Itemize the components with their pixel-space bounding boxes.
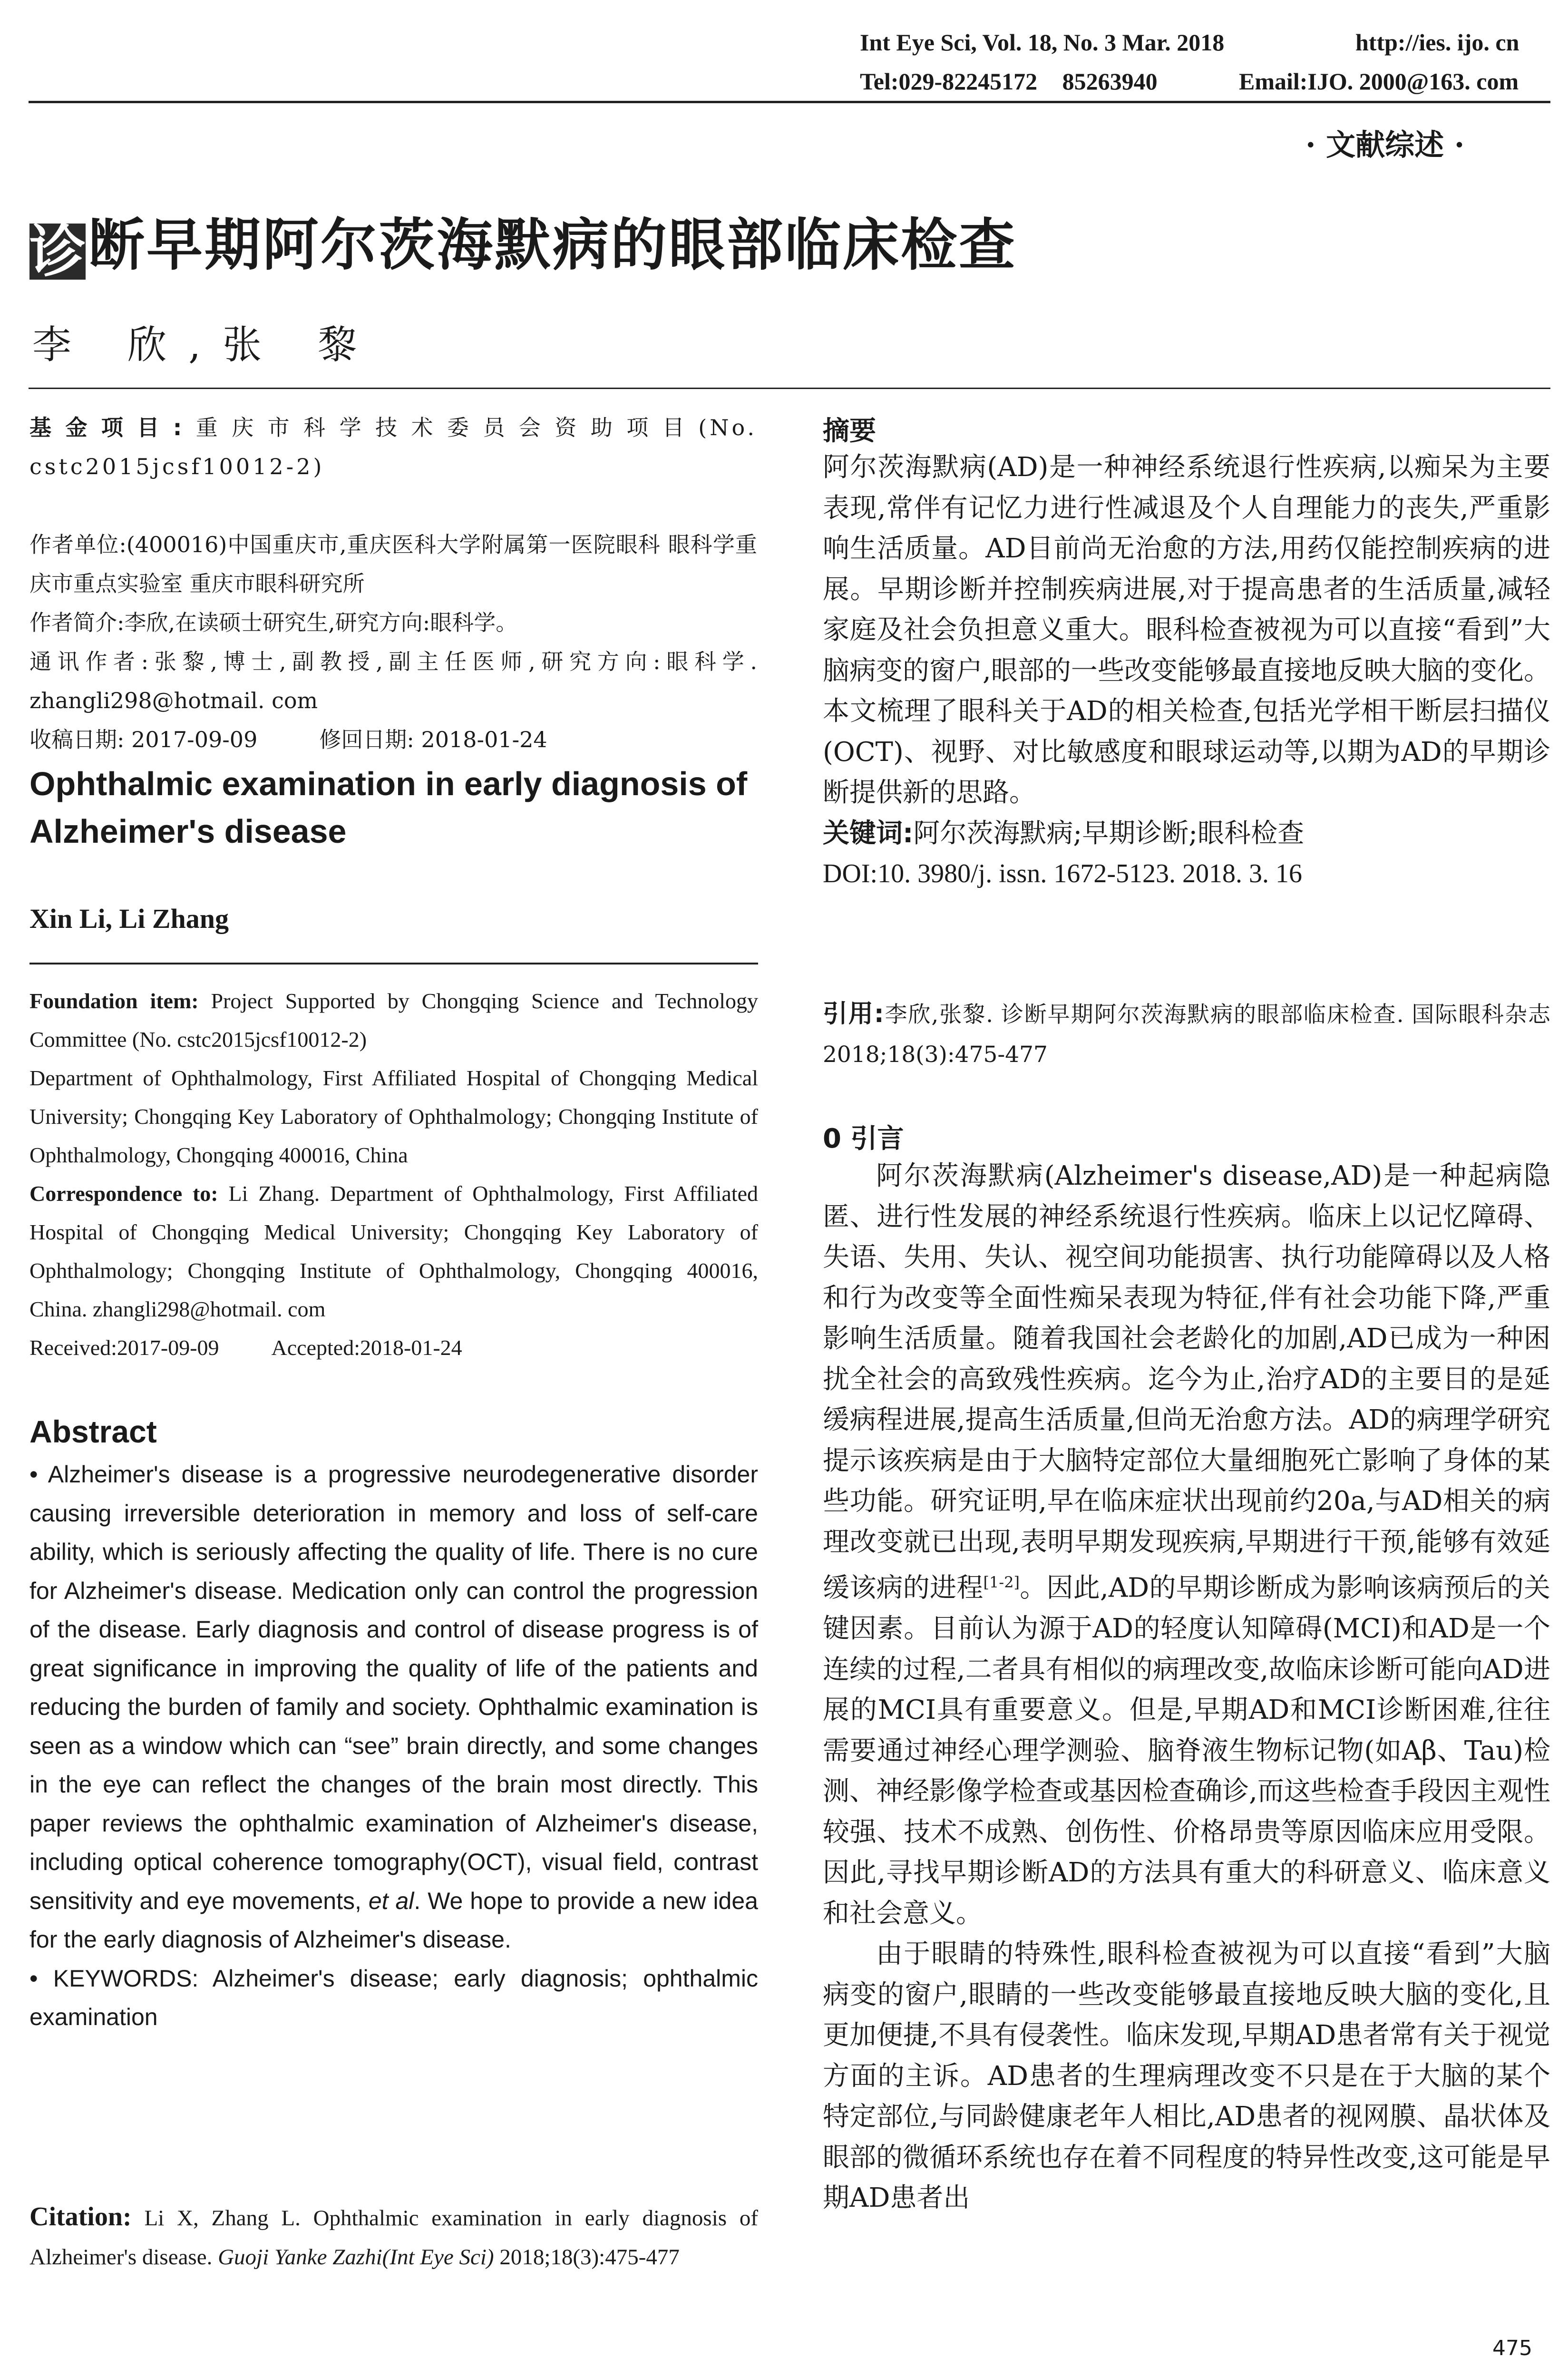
en-title: Ophthalmic examination in early diagnosis of Alzheimer's disease xyxy=(29,765,748,850)
en-authors: Xin Li, Li Zhang xyxy=(29,903,229,934)
foundation-text-cn: 重庆市科学技术委员会资助项目(No. cstc2015jcsf10012-2) xyxy=(29,415,757,479)
correspondence-cn: 通讯作者:张黎,博士,副教授,副主任医师,研究方向:眼科学. zhangli298@hotmail. com xyxy=(29,649,757,713)
keywords-en: • KEYWORDS: Alzheimer's disease; early diagnosis; ophthalmic examination xyxy=(29,1965,758,2030)
correspondence-text-en: Li Zhang. Department of Ophthalmology, First Affiliated Hospital of Chongqing Medical University; Chongqing Key Laboratory of Ophthalmology; Chongqing Institute of Ophthalmology, Chongqing 400016, China. zhangli298@hotmail. com xyxy=(29,1181,759,1321)
title-first-char: 诊 xyxy=(29,219,88,284)
intro-body xyxy=(823,1156,1550,2219)
citation-year-en: 2018;18(3):475-477 xyxy=(499,2245,680,2270)
journal-email: Email:IJO. 2000@163. com xyxy=(1239,68,1519,95)
abstract-text-en: • Alzheimer's disease is a progressive neurodegenerative disorder causing irreversible deterioration in memory and loss of self-care ability, which is seriously affecting the quality of life. There is no cure for Alzheimer's disease. Medication only can control the progression of the disease. Early diagnosis and control of disease progress is of great significance in improving the quality of life of the patients and reducing the burden of family and society. Ophthalmic examination is seen as a window which can “see” brain directly, and some changes in the eye can reflect the changes of the brain most directly. This paper reviews the ophthalmic examination of Alzheimer's disease, including optical coherence tomography(OCT), visual field, contrast sensitivity and eye movements, xyxy=(29,1461,758,1914)
authors-cn: 李 欣,张 黎 xyxy=(32,322,379,368)
abstract-heading-en: Abstract xyxy=(29,1414,157,1449)
keywords-cn: 阿尔茨海默病;早期诊断;眼科检查 xyxy=(913,818,1305,849)
intro-para1: 阿尔茨海默病(Alzheimer's disease,AD)是一种起病隐匿、进行性发展的神经系统退行性疾病。临床上以记忆障碍、失语、失用、失认、视空间功能损害、执行功能障碍以及人格和行为改变等全面性痴呆表现为特征,伴有社会功能下降,严重影响生活质量。随着我国社会老龄化的加剧,AD已成为一种困扰全社会的高致残性疾病。迄今为止,治疗AD的主要目的是延缓病程进展,提高生活质量,但尚无治愈方法。AD的病理学研究提示该疾病是由于大脑特定部位大量细胞死亡影响了身体的某些功能。研究证明,早在临床症状出现前约20a,与AD相关的病理改变就已出现,表明早期发现疾病,早期进行干预,能够有效延缓该病的进程 xyxy=(823,1160,1550,1604)
abstract-text-cn: 阿尔茨海默病(AD)是一种神经系统退行性疾病,以痴呆为主要表现,常伴有记忆力进行性减退及个人自理能力的丧失,严重影响生活质量。AD目前尚无治愈的方法,用药仅能控制疾病的进展。早期诊断并控制疾病进展,对于提高患者的生活质量,减轻家庭及社会负担意义重大。眼科检查被视为可以直接“看到”大脑病变的窗户,眼部的一些改变能够最直接地反映大脑的变化。本文梳理了眼科关于AD的相关检查,包括光学相干断层扫描仪(OCT)、视野、对比敏感度和眼球运动等,以期为AD的早期诊断提供新的思路。 xyxy=(823,452,1550,808)
abstract-heading-cn: 摘要 xyxy=(823,416,876,447)
received-en: Received:2017-09-09 xyxy=(29,1335,219,1360)
citation-text-cn: 李欣,张黎. 诊断早期阿尔茨海默病的眼部临床检查. 国际眼科杂志 2018;18(3):475-477 xyxy=(823,1002,1550,1068)
citation-journal-en: Guoji Yanke Zazhi(Int Eye Sci) xyxy=(218,2245,494,2270)
journal-url: http://ies. ijo. cn xyxy=(1355,29,1519,56)
page-title xyxy=(29,200,1017,284)
intro-heading: 0 引言 xyxy=(823,1123,904,1154)
page-number: 475 xyxy=(1492,2336,1532,2360)
abstract-body-cn xyxy=(823,447,1550,895)
citation-label-cn: 引用: xyxy=(823,1000,884,1028)
doi: DOI:10. 3980/j. issn. 1672-5123. 2018. 3. 16 xyxy=(823,859,1302,888)
title-rule xyxy=(29,388,1550,389)
journal-issue: Int Eye Sci, Vol. 18, No. 3 Mar. 2018 xyxy=(860,29,1225,56)
en-authors-rule xyxy=(29,963,758,964)
citation-label-en: Citation: xyxy=(29,2202,132,2231)
citation-en xyxy=(29,2197,758,2277)
foundation-text-en: Project Supported by Chongqing Science and Technology Committee (No. cstc2015jcsf10012-2) xyxy=(29,989,759,1052)
department-en: Department of Ophthalmology, First Affiliated Hospital of Chongqing Medical University; Chongqing Key Laboratory of Ophthalmology; Chongqing Institute of Ophthalmology, Chongqing 400016, China xyxy=(29,1066,758,1167)
cn-meta xyxy=(29,408,757,759)
journal-tel: Tel:029-82245172 85263940 xyxy=(860,68,1158,95)
correspondence-label-en: Correspondence to: xyxy=(29,1181,218,1206)
author-intro-cn: 作者简介:李欣,在读硕士研究生,研究方向:眼科学。 xyxy=(29,610,518,635)
revised-cn: 修回日期: 2018-01-24 xyxy=(319,727,547,752)
header-rule xyxy=(29,101,1550,103)
intro-para2: 由于眼睛的特殊性,眼科检查被视为可以直接“看到”大脑病变的窗户,眼睛的一些改变能够最直接地反映大脑的变化,且更加便捷,不具有侵袭性。临床发现,早期AD患者常有关于视觉方面的主诉。AD患者的生理病理改变不只是在于大脑的某个特定部位,与同龄健康老年人相比,AD患者的视网膜、晶状体及眼部的微循环系统也存在着不同程度的特异性改变,这可能是早期AD患者出 xyxy=(823,1939,1550,2214)
foundation-label-cn: 基金项目: xyxy=(29,415,185,440)
title-rest: 断早期阿尔茨海默病的眼部临床检查 xyxy=(88,212,1017,278)
section-label: · 文献综述 · xyxy=(1305,127,1465,162)
received-cn: 收稿日期: 2017-09-09 xyxy=(29,727,258,752)
foundation-label-en: Foundation item: xyxy=(29,989,199,1013)
intro-para1-end: 。因此,AD的早期诊断成为影响该病预后的关键因素。目前认为源于AD的轻度认知障碍(MCI)和AD是一个连续的过程,二者具有相似的病理改变,故临床诊断可能向AD进展的MCI具有重要意义。但是,早期AD和MCI诊断困难,往往需要通过神经心理学测验、脑脊液生物标记物(如Aβ、Tau)检测、神经影像学检查或基因检查确诊,而这些检查手段因主观性较强、技术不成熟、创伤性、价格昂贵等原因临床应用受限。因此,寻找早期诊断AD的方法具有重大的科研意义、临床意义和社会意义。 xyxy=(823,1572,1551,1929)
affiliation-cn: 作者单位:(400016)中国重庆市,重庆医科大学附属第一医院眼科 眼科学重庆市重点实验室 重庆市眼科研究所 xyxy=(29,532,757,596)
citation-cn xyxy=(823,994,1550,1075)
abstract-et-al: et al xyxy=(368,1887,414,1914)
accepted-en: Accepted:2018-01-24 xyxy=(271,1335,462,1360)
keywords-label-cn: 关键词: xyxy=(823,818,914,849)
citation-text-en: Li X, Zhang L. Ophthalmic examination in early diagnosis of Alzheimer's disease. xyxy=(29,2206,758,2270)
abstract-body-en xyxy=(29,1455,758,2037)
en-meta xyxy=(29,982,758,1367)
reference-marker: [1-2] xyxy=(983,1573,1020,1591)
abstract-text-en-end: . We hope to provide a new idea for the early diagnosis of Alzheimer's disease. xyxy=(29,1887,758,1953)
